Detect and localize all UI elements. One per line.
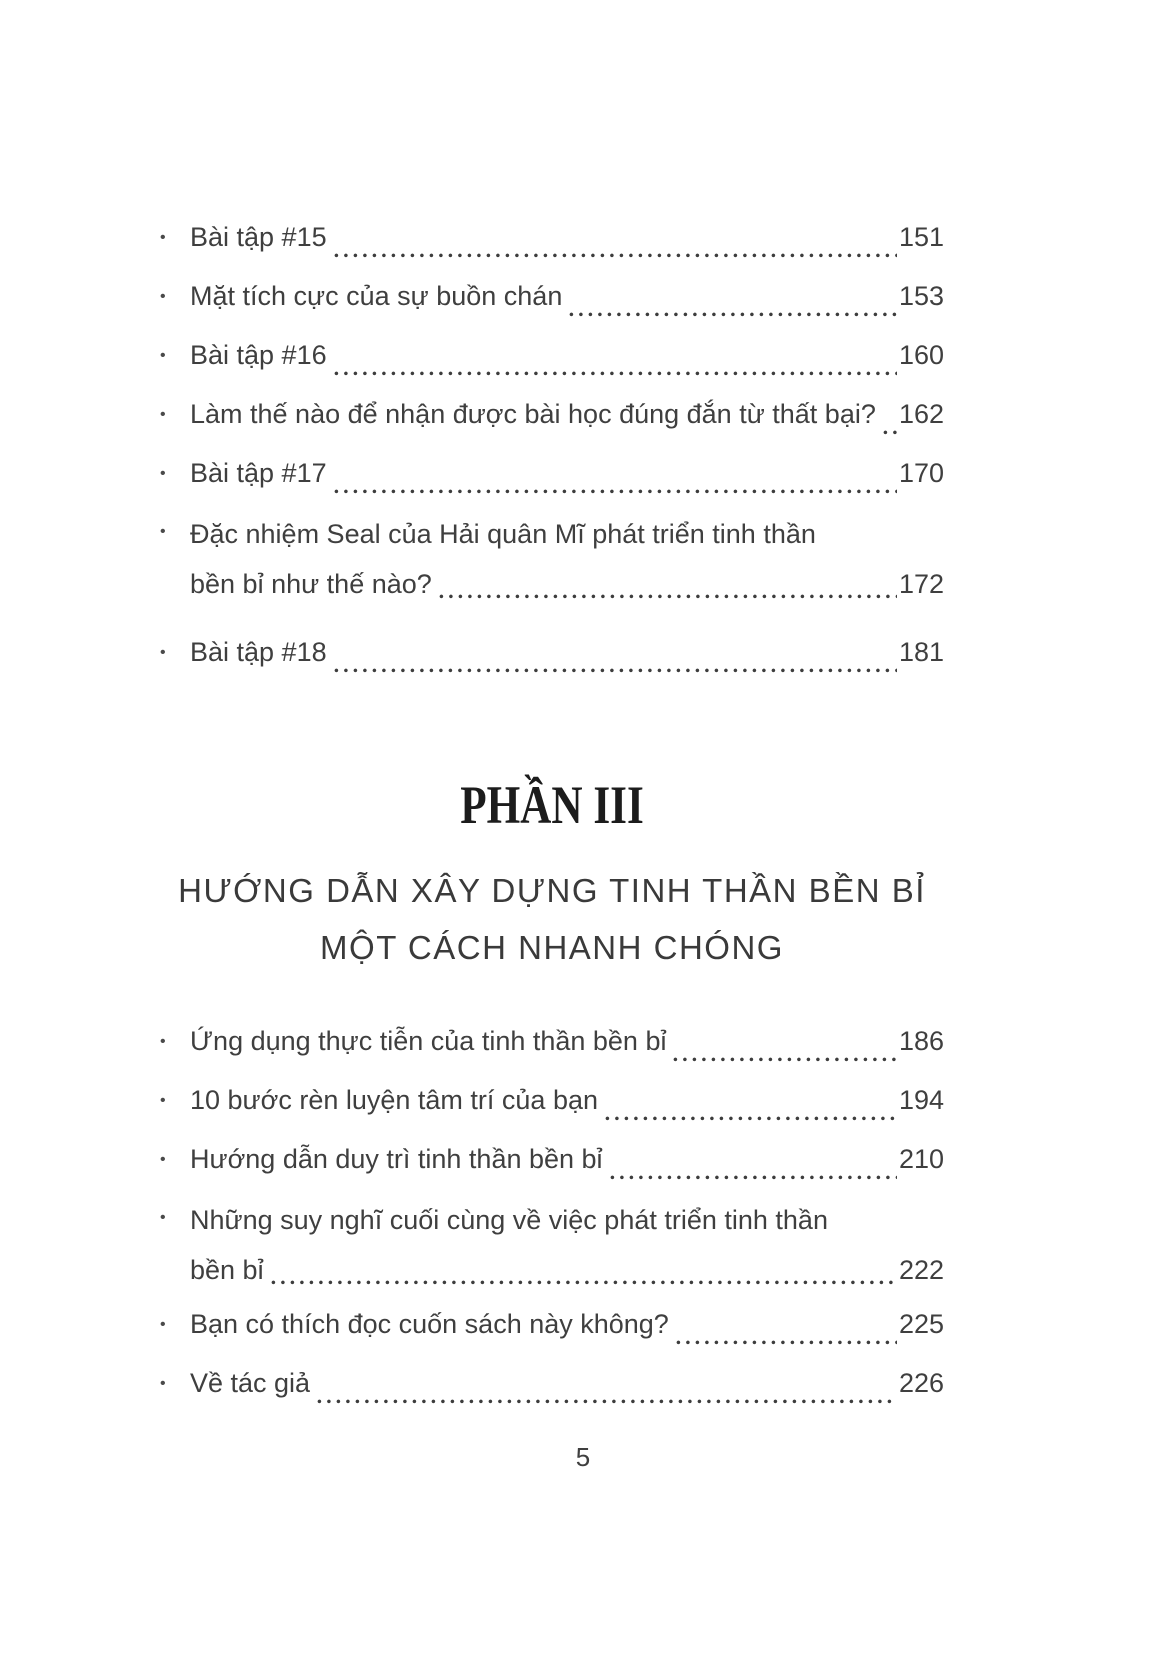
entry-title: Những suy nghĩ cuối cùng về việc phát triển tinh thần <box>190 1205 828 1235</box>
dot-leader <box>317 1399 897 1404</box>
entry-page-number: 151 <box>898 222 944 252</box>
toc-entry[interactable] <box>160 446 944 505</box>
dot-leader <box>334 371 897 376</box>
bullet-icon: • <box>160 1151 166 1168</box>
bullet-icon: • <box>160 1375 166 1392</box>
entry-lines <box>190 1195 944 1295</box>
toc-entry[interactable] <box>160 1014 944 1073</box>
part-title-line1: HƯỚNG DẪN XÂY DỰNG TINH THẦN BỀN BỈ <box>178 872 926 909</box>
toc-entry[interactable] <box>160 1073 944 1132</box>
toc-entry[interactable] <box>160 328 944 387</box>
toc-entry[interactable] <box>160 1132 944 1191</box>
dot-leader <box>676 1340 897 1345</box>
entry-page-number: 210 <box>898 1144 944 1174</box>
bullet-icon: • <box>160 1033 166 1050</box>
entry-page-number: 226 <box>898 1368 944 1398</box>
entry-title: Mặt tích cực của sự buồn chán <box>190 281 563 311</box>
dot-leader <box>439 594 897 599</box>
entry-lines <box>190 509 944 609</box>
entry-page-number: 162 <box>898 399 944 429</box>
entry-title: Bài tập #17 <box>190 458 327 488</box>
entry-page-number: 225 <box>898 1309 944 1339</box>
bullet-icon: • <box>160 1316 166 1333</box>
dot-leader <box>883 430 897 435</box>
dot-leader <box>334 668 897 673</box>
toc-content <box>160 210 944 1415</box>
entry-title: Làm thế nào để nhận được bài học đúng đắn từ thất bại? <box>190 399 876 429</box>
toc-entry[interactable] <box>160 509 944 609</box>
entry-title: Hướng dẫn duy trì tinh thần bền bỉ <box>190 1144 603 1174</box>
toc-entry[interactable] <box>160 625 944 684</box>
part-heading: PHẦN III <box>460 775 644 835</box>
entry-title: Về tác giả <box>190 1368 311 1398</box>
entry-page-number: 194 <box>898 1085 944 1115</box>
bullet-icon: • <box>160 288 166 305</box>
entry-page-number: 170 <box>898 458 944 488</box>
entry-title: Bài tập #18 <box>190 637 327 667</box>
bullet-icon: • <box>160 465 166 482</box>
part-title-line2: MỘT CÁCH NHANH CHÓNG <box>320 929 784 966</box>
entry-page-number: 181 <box>898 637 944 667</box>
entry-title: 10 bước rèn luyện tâm trí của bạn <box>190 1085 598 1115</box>
entry-title: Ứng dụng thực tiễn của tinh thần bền bỉ <box>190 1026 667 1056</box>
bullet-icon: • <box>160 1092 166 1109</box>
entry-page-number: 153 <box>898 281 944 311</box>
bullet-icon: • <box>160 523 166 540</box>
dot-leader <box>569 312 897 317</box>
dot-leader <box>271 1280 897 1285</box>
toc-entry[interactable] <box>160 210 944 269</box>
entry-title: Đặc nhiệm Seal của Hải quân Mĩ phát triển tinh thần <box>190 519 816 549</box>
toc-entry[interactable] <box>160 1297 944 1356</box>
entry-title: Bài tập #15 <box>190 222 327 252</box>
toc-group-bottom <box>160 1014 944 1415</box>
entry-title-line2: bền bỉ <box>190 1255 264 1285</box>
entry-title: Bạn có thích đọc cuốn sách này không? <box>190 1309 669 1339</box>
dot-leader <box>610 1175 897 1180</box>
entry-page-number: 186 <box>898 1026 944 1056</box>
entry-page-number: 172 <box>898 569 944 599</box>
bullet-icon: • <box>160 406 166 423</box>
bullet-icon: • <box>160 347 166 364</box>
bullet-icon: • <box>160 1209 166 1226</box>
entry-page-number: 160 <box>898 340 944 370</box>
toc-entry[interactable] <box>160 1356 944 1415</box>
dot-leader <box>673 1057 896 1062</box>
bullet-icon: • <box>160 644 166 661</box>
bullet-icon: • <box>160 229 166 246</box>
toc-group-top <box>160 210 944 684</box>
dot-leader <box>334 489 897 494</box>
page-number: 5 <box>575 1442 591 1472</box>
entry-title: Bài tập #16 <box>190 340 327 370</box>
part-title <box>160 862 944 976</box>
toc-entry[interactable] <box>160 387 944 446</box>
toc-entry[interactable] <box>160 269 944 328</box>
dot-leader <box>334 253 897 258</box>
entry-title-continuation <box>190 559 944 609</box>
entry-page-number: 222 <box>898 1255 944 1285</box>
entry-title-line2: bền bỉ như thế nào? <box>190 569 432 599</box>
entry-title-continuation <box>190 1245 944 1295</box>
dot-leader <box>605 1116 897 1121</box>
toc-entry[interactable] <box>160 1195 944 1295</box>
